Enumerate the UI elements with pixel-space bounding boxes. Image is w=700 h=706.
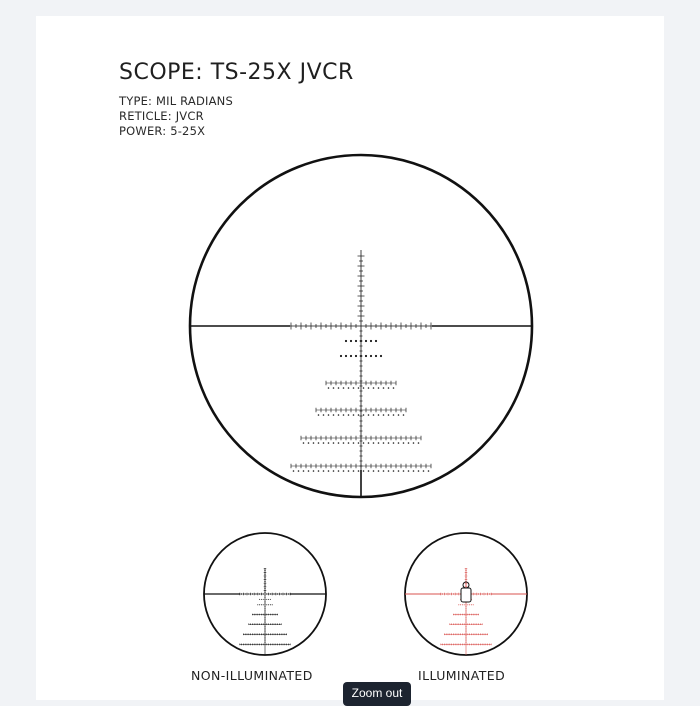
tree-dot <box>388 414 390 416</box>
tree-dot <box>298 470 300 472</box>
tree-dot <box>343 470 345 472</box>
tree-dot <box>333 387 335 389</box>
tree-dot <box>350 340 352 342</box>
tree-dot <box>460 604 461 605</box>
tree-dot <box>343 442 345 444</box>
tree-dot <box>365 355 367 357</box>
tree-dot <box>328 414 330 416</box>
tree-dot <box>423 470 425 472</box>
tree-dot <box>353 414 355 416</box>
tree-dot <box>348 387 350 389</box>
tree-dot <box>257 604 258 605</box>
tree-dot <box>348 414 350 416</box>
tree-dot <box>338 470 340 472</box>
tree-dot <box>338 387 340 389</box>
zoom-out-button[interactable]: Zoom out <box>343 682 411 706</box>
tree-dot <box>462 604 463 605</box>
tree-dot <box>363 442 365 444</box>
tree-dot <box>353 387 355 389</box>
tree-dot <box>343 414 345 416</box>
tree-dot <box>333 414 335 416</box>
tree-dot <box>469 604 470 605</box>
tree-dot <box>413 470 415 472</box>
tree-dot <box>368 470 370 472</box>
tree-dot <box>413 442 415 444</box>
tree-dot <box>323 442 325 444</box>
tree-dot <box>358 470 360 472</box>
tree-dot <box>403 414 405 416</box>
tree-dot <box>458 604 459 605</box>
tree-dot <box>408 442 410 444</box>
tree-dot <box>378 470 380 472</box>
tree-dot <box>353 470 355 472</box>
tree-dot <box>373 414 375 416</box>
tree-dot <box>270 604 271 605</box>
tree-dot <box>403 470 405 472</box>
tree-dot <box>383 442 385 444</box>
non-illuminated-label: NON-ILLUMINATED <box>191 668 313 683</box>
tree-dot <box>323 470 325 472</box>
tree-dot <box>368 387 370 389</box>
tree-dot <box>393 470 395 472</box>
tree-dot <box>383 387 385 389</box>
tree-dot <box>333 442 335 444</box>
tree-dot <box>293 470 295 472</box>
tree-dot <box>313 442 315 444</box>
tree-dot <box>328 442 330 444</box>
tree-dot <box>348 470 350 472</box>
illuminated-thumbnail[interactable] <box>405 533 527 655</box>
tree-dot <box>303 470 305 472</box>
tree-dot <box>363 387 365 389</box>
tree-dot <box>428 470 430 472</box>
tree-dot <box>338 414 340 416</box>
tree-dot <box>261 599 262 600</box>
tree-dot <box>272 604 273 605</box>
tree-dot <box>471 604 472 605</box>
tree-dot <box>308 470 310 472</box>
tree-dot <box>378 387 380 389</box>
tree-dot <box>370 340 372 342</box>
tree-dot <box>355 355 357 357</box>
tree-dot <box>365 340 367 342</box>
tree-dot <box>268 604 269 605</box>
tree-dot <box>388 470 390 472</box>
tree-dot <box>266 599 267 600</box>
tree-dot <box>313 470 315 472</box>
tree-dot <box>363 414 365 416</box>
tree-dot <box>340 355 342 357</box>
tree-dot <box>378 442 380 444</box>
tree-dot <box>393 414 395 416</box>
spec-power: POWER: 5-25X <box>119 124 206 138</box>
non-illuminated-thumbnail[interactable] <box>204 533 326 655</box>
tree-dot <box>259 599 260 600</box>
tree-dot <box>355 340 357 342</box>
tree-dot <box>261 604 262 605</box>
tree-dot <box>263 599 264 600</box>
tree-dot <box>308 442 310 444</box>
tree-dot <box>323 414 325 416</box>
tree-dot <box>408 470 410 472</box>
tree-dot <box>375 355 377 357</box>
tree-dot <box>345 355 347 357</box>
tree-dot <box>393 442 395 444</box>
tree-dot <box>464 604 465 605</box>
spec-reticle: RETICLE: JVCR <box>119 109 204 123</box>
tree-dot <box>418 470 420 472</box>
tree-dot <box>467 604 468 605</box>
tree-dot <box>373 470 375 472</box>
tree-dot <box>318 442 320 444</box>
tree-dot <box>348 442 350 444</box>
tree-dot <box>368 442 370 444</box>
tree-dot <box>383 414 385 416</box>
tree-dot <box>418 442 420 444</box>
tree-dot <box>373 442 375 444</box>
tree-dot <box>345 340 347 342</box>
tree-dot <box>398 414 400 416</box>
tree-dot <box>318 414 320 416</box>
tree-dot <box>263 604 264 605</box>
tree-dot <box>398 442 400 444</box>
tree-dot <box>370 355 372 357</box>
tree-dot <box>378 414 380 416</box>
tree-dot <box>398 470 400 472</box>
tree-dot <box>473 604 474 605</box>
spec-type: TYPE: MIL RADIANS <box>119 94 233 108</box>
tree-dot <box>393 387 395 389</box>
tree-dot <box>318 470 320 472</box>
tree-dot <box>350 355 352 357</box>
tree-dot <box>380 355 382 357</box>
tree-dot <box>373 387 375 389</box>
tree-dot <box>388 442 390 444</box>
tree-dot <box>403 442 405 444</box>
tree-dot <box>268 599 269 600</box>
tree-dot <box>388 387 390 389</box>
tree-dot <box>266 604 267 605</box>
tree-dot <box>383 470 385 472</box>
tree-dot <box>338 442 340 444</box>
page-title: SCOPE: TS-25X JVCR <box>119 60 354 85</box>
tree-dot <box>270 599 271 600</box>
main-reticle <box>190 155 532 497</box>
tree-dot <box>358 387 360 389</box>
tree-dot <box>328 470 330 472</box>
tree-dot <box>328 387 330 389</box>
tree-dot <box>358 414 360 416</box>
tree-dot <box>343 387 345 389</box>
tree-dot <box>259 604 260 605</box>
tree-dot <box>363 470 365 472</box>
tree-dot <box>368 414 370 416</box>
tree-dot <box>333 470 335 472</box>
tree-dot <box>358 442 360 444</box>
tree-dot <box>353 442 355 444</box>
illuminated-label: ILLUMINATED <box>418 668 506 683</box>
tree-dot <box>303 442 305 444</box>
tree-dot <box>375 340 377 342</box>
